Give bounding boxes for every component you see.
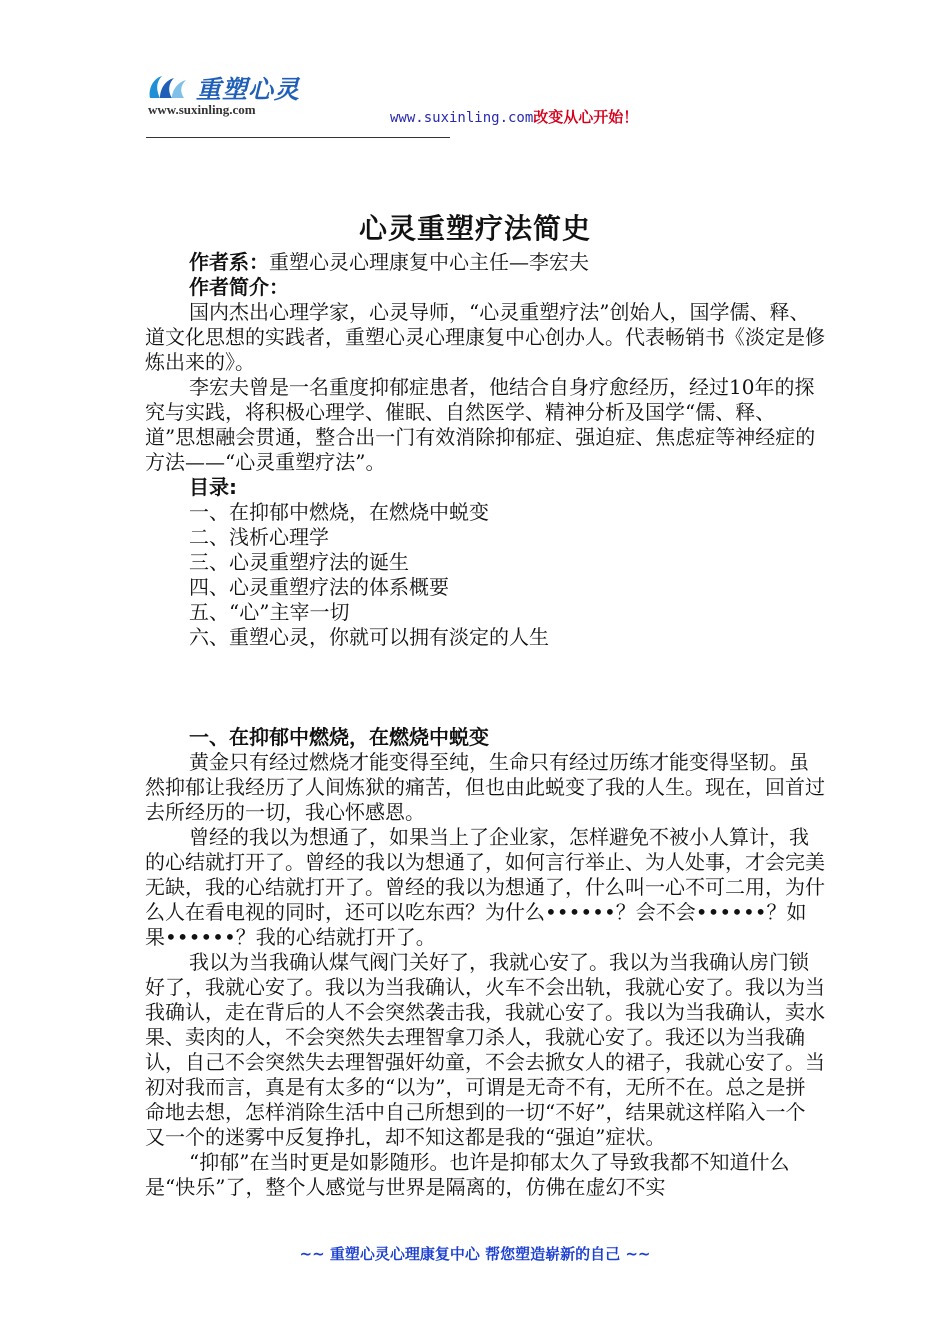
author-line — [145, 250, 825, 275]
section-heading: 一、在抑郁中燃烧，在燃烧中蜕变 — [189, 725, 489, 749]
body-paragraph: 我以为当我确认煤气阀门关好了，我就心安了。我以为当我确认房门锁好了，我就心安了。我以为当我确认，火车不会出轨，我就心安了。我以为当我确认，走在背后的人不会突然袭击我，我就心安了。我以为当我确认，卖水果、卖肉的人，不会突然失去理智拿刀杀人，我就心安了。我还以为当我确认，自己不会突然失去理智强奸幼童，不会去掀女人的裙子，我就心安了。当初对我而言，真是有太多的“以为”，可谓是无奇不有，无所不在。总之是拼命地去想，怎样消除生活中自己所想到的一切“不好”，结果就这样陷入一个又一个的迷雾中反复挣扎，却不知这都是我的“强迫”症状。 — [145, 950, 825, 1149]
toc-item: 一、在抑郁中燃烧，在燃烧中蜕变 — [189, 500, 489, 524]
body-paragraph: 曾经的我以为想通了，如果当上了企业家，怎样避免不被小人算计，我的心结就打开了。曾经的我以为想通了，如何言行举止、为人处事，才会完美无缺，我的心结就打开了。曾经的我以为想通了，什么叫一心不可二用，为什么人在看电视的同时，还可以吃东西？为什么••••••？会不会••••••？如果••••••？我的心结就打开了。 — [145, 825, 825, 949]
site-logo[interactable] — [146, 68, 316, 124]
logo-url: www.suxinling.com — [148, 102, 256, 117]
author-intro-label: 作者简介： — [189, 275, 289, 299]
section-spacer — [145, 650, 825, 725]
header-divider — [146, 137, 450, 138]
toc-item: 三、心灵重塑疗法的诞生 — [189, 550, 409, 574]
header-tagline — [390, 106, 638, 127]
document-body — [145, 250, 825, 1200]
author-value: 重塑心灵心理康复中心主任—李宏夫 — [269, 250, 589, 274]
body-paragraph: “抑郁”在当时更是如影随形。也许是抑郁太久了导致我都不知道什么是“快乐”了，整个人感觉与世界是隔离的，仿佛在虚幻不实 — [145, 1150, 790, 1199]
toc-item: 四、心灵重塑疗法的体系概要 — [189, 575, 449, 599]
page-footer: ~~ 重塑心灵心理康复中心 帮您塑造崭新的自己 ~~ — [299, 1245, 651, 1263]
logo-text: 重塑心灵 — [196, 75, 301, 104]
author-label: 作者系： — [189, 250, 269, 274]
intro-paragraph: 国内杰出心理学家，心灵导师，“心灵重塑疗法”创始人，国学儒、释、道文化思想的实践者，重塑心灵心理康复中心创办人。代表畅销书《淡定是修炼出来的》。 — [145, 300, 825, 374]
toc-item: 五、“心”主宰一切 — [189, 600, 350, 624]
toc-item: 二、浅析心理学 — [189, 525, 329, 549]
intro-paragraph: 李宏夫曾是一名重度抑郁症患者，他结合自身疗愈经历，经过10年的探究与实践，将积极心理学、催眠、自然医学、精神分析及国学“儒、释、道”思想融会贯通，整合出一门有效消除抑郁症、强迫症、焦虑症等神经症的方法——“心灵重塑疗法”。 — [145, 375, 816, 474]
body-paragraph: 黄金只有经过燃烧才能变得至纯，生命只有经过历练才能变得坚韧。虽然抑郁让我经历了人间炼狱的痛苦，但也由此蜕变了我的人生。现在，回首过去所经历的一切，我心怀感恩。 — [145, 750, 825, 824]
site-url-link[interactable]: www.suxinling.com — [390, 110, 534, 126]
wave-logo-icon — [146, 72, 194, 102]
toc-label: 目录: — [189, 475, 237, 499]
toc-item: 六、重塑心灵，你就可以拥有淡定的人生 — [189, 625, 549, 649]
document-title: 心灵重塑疗法简史 — [358, 212, 591, 245]
slogan: 改变从心开始！ — [533, 108, 639, 126]
